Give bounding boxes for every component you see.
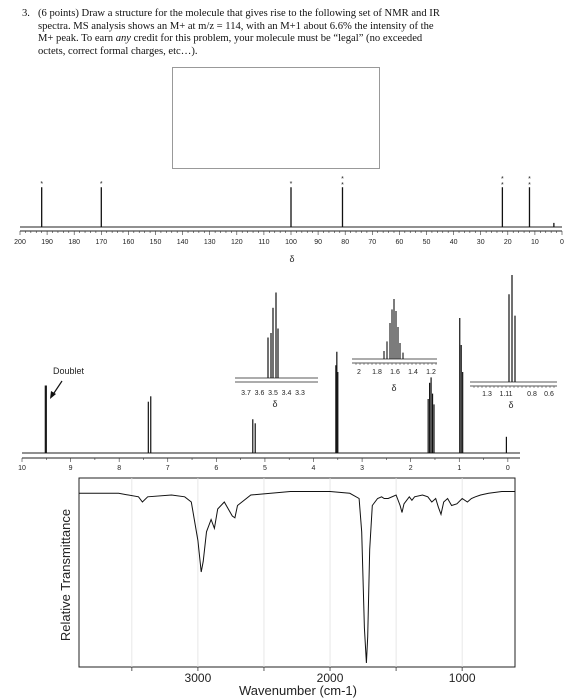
cnmr-tick-label: 90 [314, 239, 322, 246]
inset2-tick-label: 1.6 [390, 369, 400, 376]
cnmr-tick-label: 70 [368, 239, 377, 246]
question-line-2: spectra. MS analysis shows an M+ at m/z = 114, with an M+1 about 6.6% the intensity of the [38, 20, 434, 32]
ir-tick-label: 1000 [448, 671, 476, 685]
cnmr-peak-mark: * [40, 181, 44, 189]
ir-frame [79, 478, 515, 667]
hnmr-tick-label: 6 [214, 465, 219, 472]
hnmr-tick-label: 10 [18, 465, 26, 472]
inset1-tick-label: 3.4 [281, 390, 292, 397]
proton-nmr-spectrum [18, 275, 557, 472]
cnmr-tick-label: 50 [422, 239, 431, 246]
cnmr-peak-mark: * [528, 182, 531, 190]
inset1-tick-label: 3.5 [268, 390, 278, 397]
question-line-4: octets, correct formal charges, etc…). [38, 45, 198, 57]
cnmr-tick-label: 130 [203, 239, 216, 246]
cnmr-tick-label: 100 [285, 239, 297, 246]
inset3-tick-label: 0.6 [544, 391, 554, 398]
cnmr-peak-mark: * [341, 176, 344, 184]
inset1-tick-label: 3.3 [295, 390, 305, 397]
hnmr-tick-label: 0 [505, 465, 510, 472]
cnmr-tick-label: 190 [41, 239, 53, 246]
question-line-1: (6 points) Draw a structure for the molecule that gives rise to the following set of NMR and IR [38, 8, 440, 19]
cnmr-tick-label: 20 [503, 239, 512, 246]
doublet-label: Doublet [53, 366, 85, 376]
inset2-tick-label: 1.4 [408, 369, 418, 376]
cnmr-tick-label: 40 [449, 239, 458, 246]
hnmr-tick-label: 8 [117, 465, 122, 472]
hnmr-tick-label: 2 [408, 465, 413, 472]
hnmr-tick-label: 3 [360, 465, 365, 472]
cnmr-tick-label: 120 [230, 239, 243, 246]
ir-ylabel: Relative Transmittance [58, 508, 73, 642]
cnmr-tick-label: 0 [560, 239, 564, 246]
ir-tick-label: 2000 [316, 671, 344, 685]
cnmr-tick-label: 160 [122, 239, 135, 246]
cnmr-peak-mark: * [501, 176, 504, 184]
cnmr-tick-label: 150 [149, 239, 162, 246]
cnmr-tick-label: 180 [68, 239, 81, 246]
question-number: 3. [22, 8, 30, 19]
hnmr-tick-label: 9 [68, 465, 73, 472]
inset3-tick-label: 0.8 [527, 391, 537, 398]
inset2-tick-label: 1.2 [426, 369, 436, 376]
cnmr-tick-label: 80 [341, 239, 350, 246]
inset3-axis-label: δ [508, 400, 514, 410]
cnmr-peak-mark: * [528, 176, 531, 184]
inset3-tick-label: 1.3 [482, 391, 492, 398]
cnmr-tick-label: 140 [176, 239, 189, 246]
cnmr-peak-mark: * [289, 181, 293, 189]
cnmr-peak-mark: * [99, 181, 103, 189]
inset3-tick-label: 1.11 [499, 391, 513, 398]
inset2-tick-label: 2 [357, 369, 361, 376]
cnmr-axis-label: δ [289, 254, 295, 264]
inset2-axis-label: δ [391, 383, 397, 393]
question-line-3: M+ peak. To earn any credit for this problem, your molecule must be “legal” (no exceeded [38, 33, 423, 45]
inset1-axis-label: δ [272, 399, 278, 409]
hnmr-tick-label: 1 [457, 465, 462, 472]
cnmr-tick-label: 170 [95, 239, 108, 246]
ir-spectrum [79, 478, 515, 685]
hnmr-tick-label: 4 [311, 465, 316, 472]
cnmr-tick-label: 30 [476, 239, 485, 246]
inset1-tick-label: 3.6 [254, 390, 265, 397]
ir-tick-label: 3000 [184, 671, 212, 685]
inset2-tick-label: 1.8 [372, 369, 382, 376]
cnmr-tick-label: 60 [395, 239, 404, 246]
cnmr-tick-label: 200 [14, 239, 26, 246]
carbon-nmr-spectrum [14, 176, 564, 246]
hnmr-tick-label: 7 [165, 465, 170, 472]
cnmr-tick-label: 10 [531, 239, 539, 246]
inset1-tick-label: 3.7 [241, 390, 251, 397]
cnmr-peak-mark: * [341, 182, 344, 190]
cnmr-peak-mark: * [501, 182, 504, 190]
ir-xlabel: Wavenumber (cm-1) [239, 683, 357, 698]
hnmr-tick-label: 5 [262, 465, 267, 472]
cnmr-tick-label: 110 [258, 239, 270, 246]
